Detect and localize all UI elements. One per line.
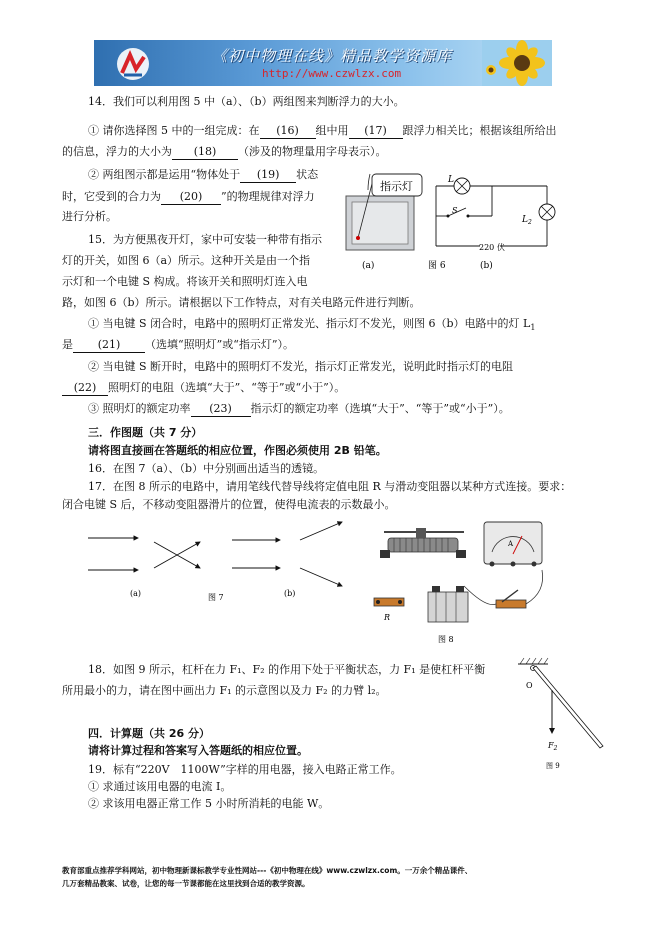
lever-bar bbox=[533, 666, 603, 748]
blank-20: (20) bbox=[161, 190, 221, 205]
text: ③ 照明灯的额定功率 bbox=[88, 402, 191, 415]
blank-18: (18) bbox=[172, 145, 238, 160]
footer-line1: 教育部重点推荐学科网站，初中物理新课标教学专业性网站---《初中物理在线》www.czwlzx.com。一万余个精品课件、 bbox=[62, 866, 473, 875]
text: 状态 bbox=[296, 168, 319, 181]
callout-label: 指示灯 bbox=[380, 180, 413, 193]
site-logo-icon bbox=[116, 47, 150, 81]
ray-out-b-2 bbox=[300, 568, 342, 586]
svg-text:A: A bbox=[508, 540, 514, 548]
text: （涉及的物理量用字母表示）。 bbox=[238, 145, 387, 158]
switch-icon bbox=[496, 590, 526, 608]
q19-stem: 19．标有“220V 1100W”字样的用电器，接入电路正常工作。 bbox=[88, 763, 402, 776]
subscript: 1 bbox=[530, 323, 536, 333]
q15-s2-cont bbox=[62, 381, 345, 396]
ammeter-icon bbox=[484, 522, 542, 567]
switch-S-label: S bbox=[452, 206, 458, 215]
fig7-a-label: (a) bbox=[130, 589, 142, 598]
text: ① 当电键 S 闭合时，电路中的照明灯正常发光、指示灯不发光，则图 6（b）电路中的灯 L bbox=[88, 317, 531, 330]
q14-part2 bbox=[88, 168, 318, 183]
q16-text: 16．在图 7（a）、（b）中分别画出适当的透镜。 bbox=[88, 462, 325, 475]
text: 跟浮力相关比；根据该组所给出 bbox=[402, 124, 557, 137]
banner-title: 《初中物理在线》精品教学资源库 bbox=[212, 47, 453, 65]
header-banner bbox=[94, 40, 552, 86]
blank-17: (17) bbox=[349, 124, 403, 139]
text: 时，它受到的合力为 bbox=[62, 190, 161, 203]
text: 是 bbox=[62, 338, 73, 351]
fig7-caption: 图 7 bbox=[208, 593, 224, 602]
figure-9 bbox=[512, 656, 612, 776]
force-F2-arrow-icon bbox=[549, 728, 555, 734]
L1-label: L bbox=[448, 175, 454, 185]
resistor-R-icon bbox=[374, 598, 404, 606]
q14-stem: 14．我们可以利用图 5 中（a）、（b）两组图来判断浮力的大小。 bbox=[88, 95, 405, 108]
resistor-label: R bbox=[384, 613, 391, 622]
rheostat-icon bbox=[380, 528, 466, 558]
fig6-caption: 图 6 bbox=[428, 261, 446, 271]
battery-icon bbox=[428, 586, 468, 622]
L2-label: $L_2$ bbox=[522, 215, 532, 226]
footer-line2: 几万套精品教案、试卷，让您的每一节课都能在这里找到合适的教学资源。 bbox=[62, 879, 310, 888]
q14-part2-end: 进行分析。 bbox=[62, 210, 117, 223]
q18-line1: 18．如图 9 所示，杠杆在力 F₁、F₂ 的作用下处于平衡状态，力 F₁ 是使杠杆平衡 bbox=[88, 663, 486, 676]
q15-s3 bbox=[88, 402, 510, 417]
q15-line2: 灯的开关，如图 6（a）所示。这种开关是由一个指 bbox=[62, 254, 311, 267]
fig7-b-label: (b) bbox=[284, 589, 296, 598]
figure-8 bbox=[366, 512, 562, 652]
section4-heading: 四．计算题（共 26 分） bbox=[88, 727, 210, 740]
blank-23: (23) bbox=[191, 402, 251, 417]
ray-out-b-1 bbox=[300, 522, 342, 540]
q17-text-1: 17．在图 8 所示的电路中，请用笔线代替导线将定值电阻 R 与滑动变阻器以某种方式连接。要求： bbox=[88, 480, 572, 493]
blank-16: (16) bbox=[260, 124, 316, 139]
text: 的信息，浮力的大小为 bbox=[62, 145, 172, 158]
q14-part1-cont bbox=[62, 145, 387, 160]
section3-instruction: 请将图直接画在答题纸的相应位置，作图必须使用 2B 铅笔。 bbox=[88, 444, 387, 457]
voltage-label: 220 伏 bbox=[479, 243, 505, 252]
blank-19: (19) bbox=[240, 168, 296, 183]
q19-part1: ① 求通过该用电器的电流 I。 bbox=[88, 780, 232, 793]
fig9-caption: 图 9 bbox=[546, 762, 560, 770]
sunflower-icon bbox=[482, 40, 552, 86]
indicator-dot bbox=[356, 236, 360, 240]
q15-line4: 路，如图 6（b）所示。请根据以下工作特点，对有关电路元件进行判断。 bbox=[62, 296, 421, 309]
fig6-a-label: (a) bbox=[362, 261, 375, 271]
text: ”的物理规律对浮力 bbox=[221, 190, 315, 203]
pivot-label: O bbox=[526, 681, 533, 690]
blank-21: (21) bbox=[73, 338, 145, 353]
q15-s1 bbox=[88, 317, 535, 335]
q17-text-2: 闭合电键 S 后，不移动变阻器滑片的位置，使得电流表的示数最小。 bbox=[62, 498, 396, 511]
figure-7 bbox=[82, 518, 352, 608]
fig6-b-label: (b) bbox=[480, 261, 493, 271]
text: ② 两组图示都是运用“物体处于 bbox=[88, 168, 241, 181]
q19-part2: ② 求该用电器正常工作 5 小时所消耗的电能 W。 bbox=[88, 797, 330, 810]
q18-line2: 所用最小的力，请在图中画出力 F₁ 的示意图以及力 F₂ 的力臂 l₂。 bbox=[62, 684, 387, 697]
figure-6 bbox=[340, 168, 570, 280]
text: ① 请你选择图 5 中的一组完成：在 bbox=[88, 124, 260, 137]
blank-22: (22) bbox=[62, 381, 108, 396]
q14-part2-cont bbox=[62, 190, 315, 205]
section4-instruction: 请将计算过程和答案写入答题纸的相应位置。 bbox=[88, 744, 308, 757]
section3-heading: 三．作图题（共 7 分） bbox=[88, 426, 203, 439]
text: （选填“照明灯”或“指示灯”）。 bbox=[145, 338, 294, 351]
fig8-caption: 图 8 bbox=[438, 635, 454, 644]
text: 指示灯的额定功率（选填“大于”、“等于”或“小于”）。 bbox=[250, 402, 510, 415]
text: 组中用 bbox=[315, 124, 349, 137]
force-F2-label: $F_2$ bbox=[548, 741, 558, 752]
banner-url[interactable]: http://www.czwlzx.com bbox=[262, 67, 402, 80]
q15-s1-cont bbox=[62, 338, 294, 353]
q15-line3: 示灯和一个电键 S 构成。将该开关和照明灯连入电 bbox=[62, 275, 308, 288]
circuit-b bbox=[436, 186, 547, 246]
q14-part1 bbox=[88, 124, 557, 139]
q15-s2: ② 当电键 S 断开时，电路中的照明灯不发光，指示灯正常发光，说明此时指示灯的电阻 bbox=[88, 360, 514, 373]
text: 照明灯的电阻（选填“大于”、“等于”或“小于”）。 bbox=[108, 381, 346, 394]
q15-line1: 15．为方便黑夜开灯，家中可安装一种带有指示 bbox=[88, 233, 322, 246]
